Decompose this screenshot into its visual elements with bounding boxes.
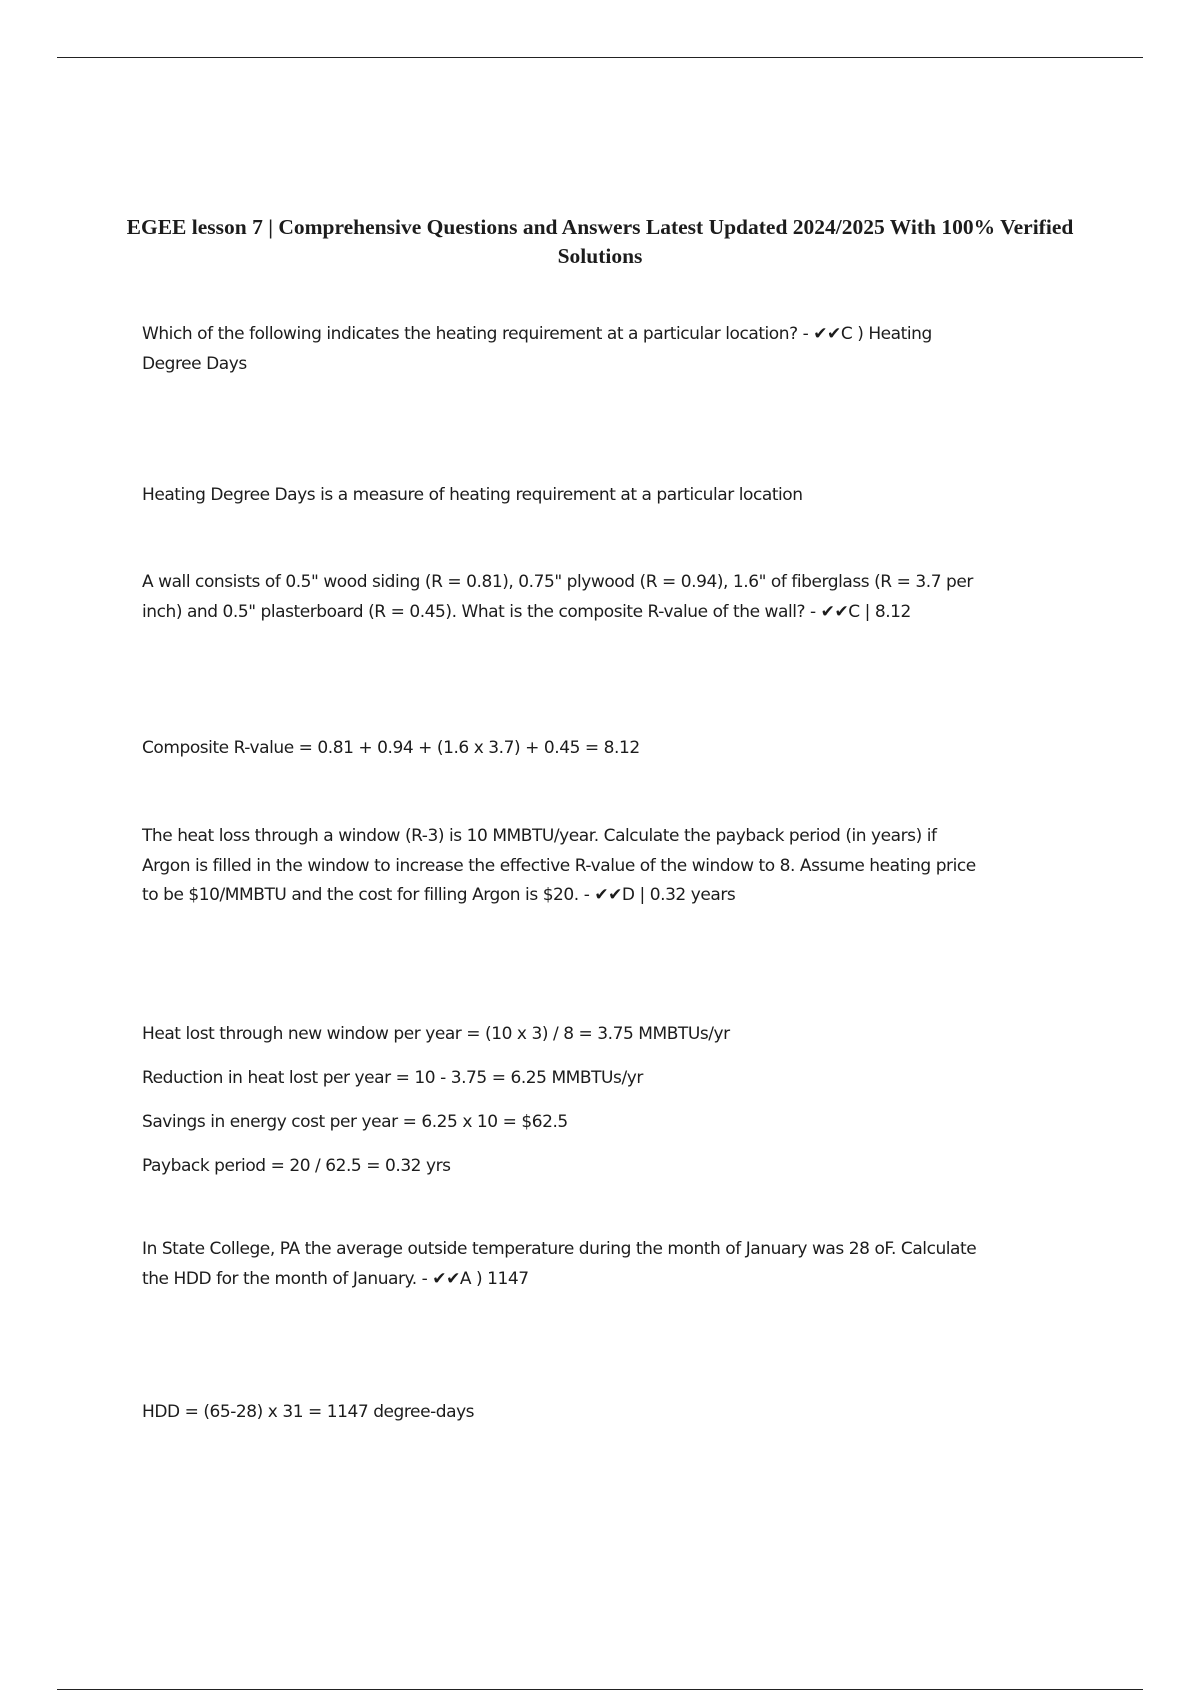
answer-3-line: Payback period = 20 / 62.5 = 0.32 yrs: [142, 1156, 451, 1176]
question-1-line: Which of the following indicates the heating requirement at a particular location? - ✔✔C ) Heating: [142, 324, 932, 344]
question-2-line: A wall consists of 0.5" wood siding (R = 0.81), 0.75" plywood (R = 0.94), 1.6" of fiberglass (R = 3.7 per: [142, 572, 973, 592]
question-1: [142, 320, 1082, 379]
question-2-line: inch) and 0.5" plasterboard (R = 0.45). What is the composite R-value of the wall? - ✔✔C | 8.12: [142, 601, 911, 622]
answer-2: Composite R-value = 0.81 + 0.94 + (1.6 x 3.7) + 0.45 = 8.12: [142, 738, 640, 758]
question-3-line: Argon is filled in the window to increase the effective R-value of the window to 8. Assume heating price: [142, 855, 976, 876]
top-rule: [57, 57, 1143, 58]
answer-1: Heating Degree Days is a measure of heating requirement at a particular location: [142, 485, 803, 505]
bottom-rule: [57, 1689, 1143, 1690]
answer-3-line: Reduction in heat lost per year = 10 - 3.75 = 6.25 MMBTUs/yr: [142, 1068, 643, 1088]
question-1-line: Degree Days: [142, 353, 247, 374]
question-3-line: to be $10/MMBTU and the cost for filling Argon is $20. - ✔✔D | 0.32 years: [142, 885, 736, 905]
question-3: [142, 822, 1082, 911]
question-3-line: The heat loss through a window (R-3) is 10 MMBTU/year. Calculate the payback period (in years) if: [142, 826, 937, 846]
question-4-line: the HDD for the month of January. - ✔✔A ) 1147: [142, 1268, 529, 1289]
document-title: EGEE lesson 7 | Comprehensive Questions and Answers Latest Updated 2024/2025 With 100% Verified Solutions: [126, 215, 1074, 268]
question-4-line: In State College, PA the average outside temperature during the month of January was 28 oF. Calculate: [142, 1239, 977, 1259]
question-2: [142, 568, 1082, 627]
question-4: [142, 1235, 1082, 1294]
answer-3-line: Heat lost through new window per year = (10 x 3) / 8 = 3.75 MMBTUs/yr: [142, 1024, 730, 1044]
answer-4: HDD = (65-28) x 31 = 1147 degree-days: [142, 1402, 475, 1422]
answer-3: [142, 1012, 1082, 1188]
answer-3-line: Savings in energy cost per year = 6.25 x 10 = $62.5: [142, 1112, 568, 1132]
